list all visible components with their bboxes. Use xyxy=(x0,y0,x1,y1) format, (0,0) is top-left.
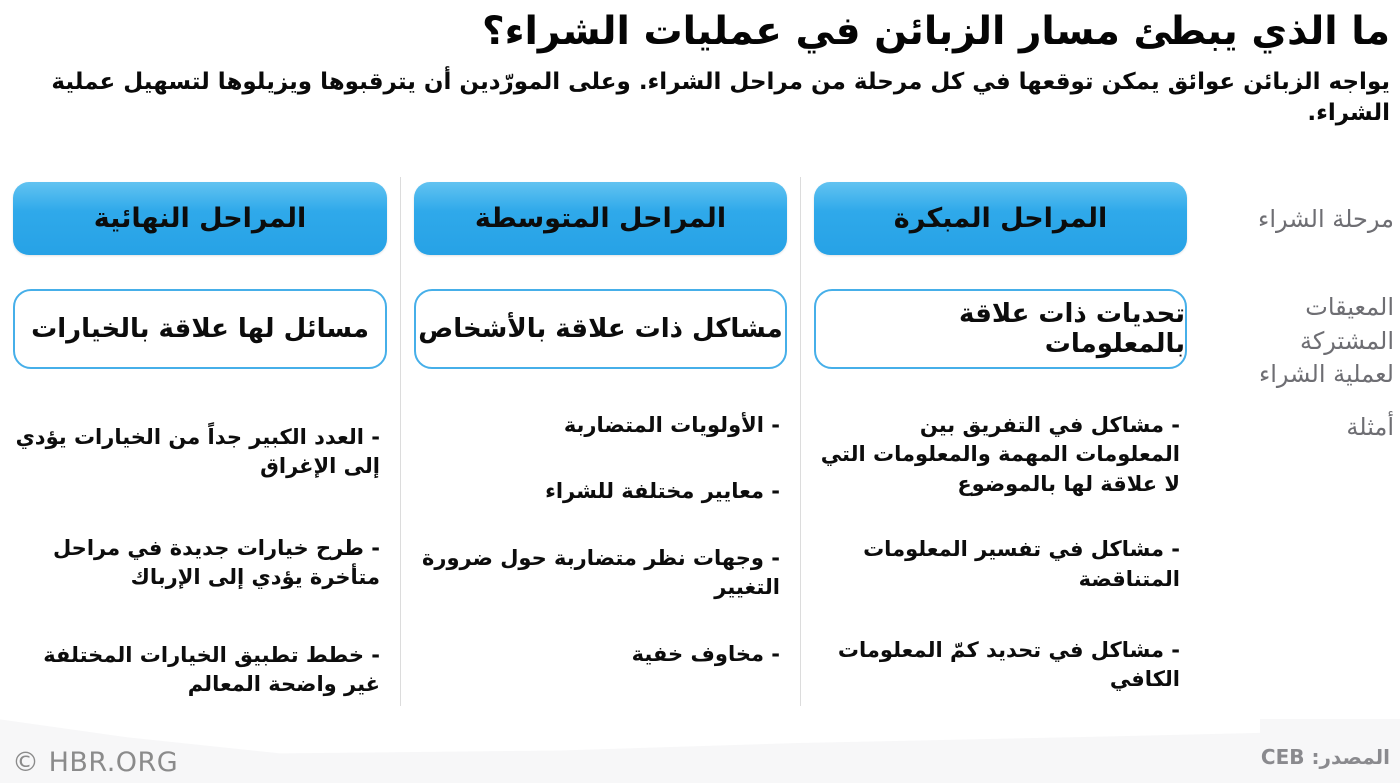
row-labels-column xyxy=(1200,177,1400,706)
column-final-stages xyxy=(0,177,400,706)
examples-list-final xyxy=(0,369,400,699)
source-credit: المصدر: CEB xyxy=(1260,745,1390,769)
footer-background-band xyxy=(0,709,1400,783)
row-label-common-obstacles-line1: المعيقات المشتركة xyxy=(1299,293,1394,355)
list-item: - خطط تطبيق الخيارات المختلفة غير واضحة المعالم xyxy=(43,642,380,696)
obstacle-box-middle: مشاكل ذات علاقة بالأشخاص xyxy=(414,289,787,369)
row-label-common-obstacles xyxy=(1200,291,1400,392)
list-item: - معايير مختلفة للشراء xyxy=(545,479,780,504)
stage-header-early: المراحل المبكرة xyxy=(814,182,1187,255)
list-item: - الأولويات المتضاربة xyxy=(563,413,780,437)
column-early-stages xyxy=(800,177,1200,706)
examples-list-middle xyxy=(401,369,800,669)
list-item: - مخاوف خفية xyxy=(631,641,780,666)
page-header xyxy=(10,8,1390,129)
page-title: ما الذي يبطئ مسار الزبائن في عمليات الشراء؟ xyxy=(482,9,1390,54)
stage-header-final: المراحل النهائية xyxy=(13,182,387,255)
column-middle-stages xyxy=(400,177,800,706)
obstacle-box-early: تحديات ذات علاقة بالمعلومات xyxy=(814,289,1187,369)
list-item: - طرح خيارات جديدة في مراحل متأخرة يؤدي إلى الإرباك xyxy=(52,535,380,590)
row-label-purchase-stage: مرحلة الشراء xyxy=(1258,205,1394,233)
obstacle-box-final: مسائل لها علاقة بالخيارات xyxy=(13,289,387,369)
list-item: - مشاكل في تحديد كمّ المعلومات الكافي xyxy=(837,637,1180,692)
stage-header-middle: المراحل المتوسطة xyxy=(414,182,787,255)
row-label-common-obstacles-line2: لعملية الشراء xyxy=(1258,360,1394,389)
stages-grid xyxy=(0,177,1400,696)
row-label-examples: أمثلة xyxy=(1346,413,1394,441)
list-item: - وجهات نظر متضاربة حول ضرورة التغيير xyxy=(422,545,780,600)
page-subtitle: يواجه الزبائن عوائق يمكن توقعها في كل مرحلة من مراحل الشراء. وعلى المورّدين أن يترقبوها ويزيلوها لتسهيل عملية الشراء. xyxy=(51,68,1390,126)
list-item: - مشاكل في التفريق بين المعلومات المهمة والمعلومات التي لا علاقة لها بالموضوع xyxy=(820,413,1180,496)
list-item: - العدد الكبير جداً من الخيارات يؤدي إلى الإغراق xyxy=(15,425,380,479)
examples-list-early xyxy=(801,369,1200,695)
hbr-copyright: © HBR.ORG xyxy=(12,747,179,778)
list-item: - مشاكل في تفسير المعلومات المتناقضة xyxy=(863,537,1180,591)
